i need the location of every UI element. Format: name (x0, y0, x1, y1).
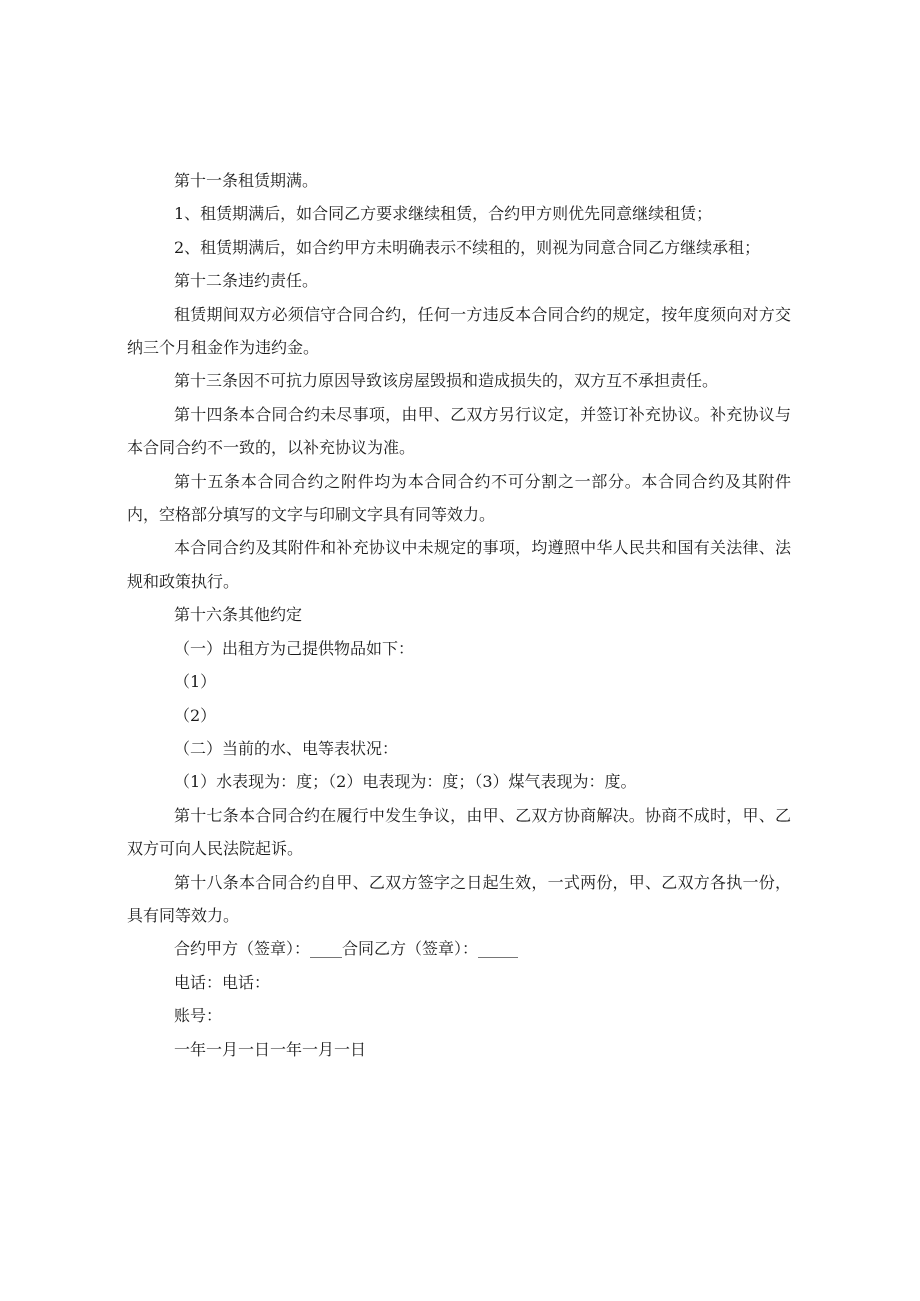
document-body (127, 164, 791, 1066)
article-17-text: 第十七条本合同合约在履行中发生争议，由甲、乙双方协商解决。协商不成时，甲、乙双方可向人民法院起诉。 (127, 805, 791, 859)
date-line: 一年一月一日一年一月一日 (174, 1039, 367, 1059)
article-13-text: 第十三条因不可抗力原因导致该房屋毁损和造成损失的，双方互不承担责任。 (174, 371, 719, 391)
article-11-clause-1: 1、租赁期满后，如合同乙方要求继续租赁，合约甲方则优先同意继续租赁； (174, 204, 713, 224)
phone-line: 电话：电话： (174, 972, 271, 992)
article-14-text: 第十四条本合同合约未尽事项，由甲、乙双方另行议定，并签订补充协议。补充协议与本合同合约不一致的，以补充协议为准。 (127, 404, 791, 458)
article-15-supplement: 本合同合约及其附件和补充协议中未规定的事项，均遵照中华人民共和国有关法律、法规和政策执行。 (127, 538, 791, 591)
article-12-text: 租赁期间双方必须信守合同合约，任何一方违反本合同合约的规定，按年度须向对方交纳三个月租金作为违约金。 (127, 304, 791, 358)
account-line: 账号： (174, 1006, 223, 1026)
article-18-text: 第十八条本合同合约自甲、乙双方签字之日起生效，一式两份，甲、乙双方各执一份，具有同等效力。 (127, 872, 791, 925)
article-16-meters-heading: （二）当前的水、电等表状况： (174, 738, 399, 758)
article-16-heading: 第十六条其他约定 (174, 605, 303, 625)
signature-line: 合约甲方（签章）：____合同乙方（签章）：_____ (174, 939, 519, 959)
article-16-meter-readings: （1）水表现为：度；（2）电表现为：度；（3）煤气表现为：度。 (174, 772, 637, 792)
article-11-heading: 第十一条租赁期满。 (174, 171, 319, 190)
article-15-text: 第十五条本合同合约之附件均为本合同合约不可分割之一部分。本合同合约及其附件内，空格部分填写的文字与印刷文字具有同等效力。 (127, 471, 791, 525)
article-16-item-2: （2） (174, 705, 217, 725)
article-16-items-heading: （一）出租方为己提供物品如下： (174, 638, 415, 658)
article-11-clause-2: 2、租赁期满后，如合约甲方未明确表示不续租的，则视为同意合同乙方继续承租； (174, 237, 761, 257)
article-12-heading: 第十二条违约责任。 (174, 271, 319, 291)
article-16-item-1: （1） (174, 672, 217, 692)
